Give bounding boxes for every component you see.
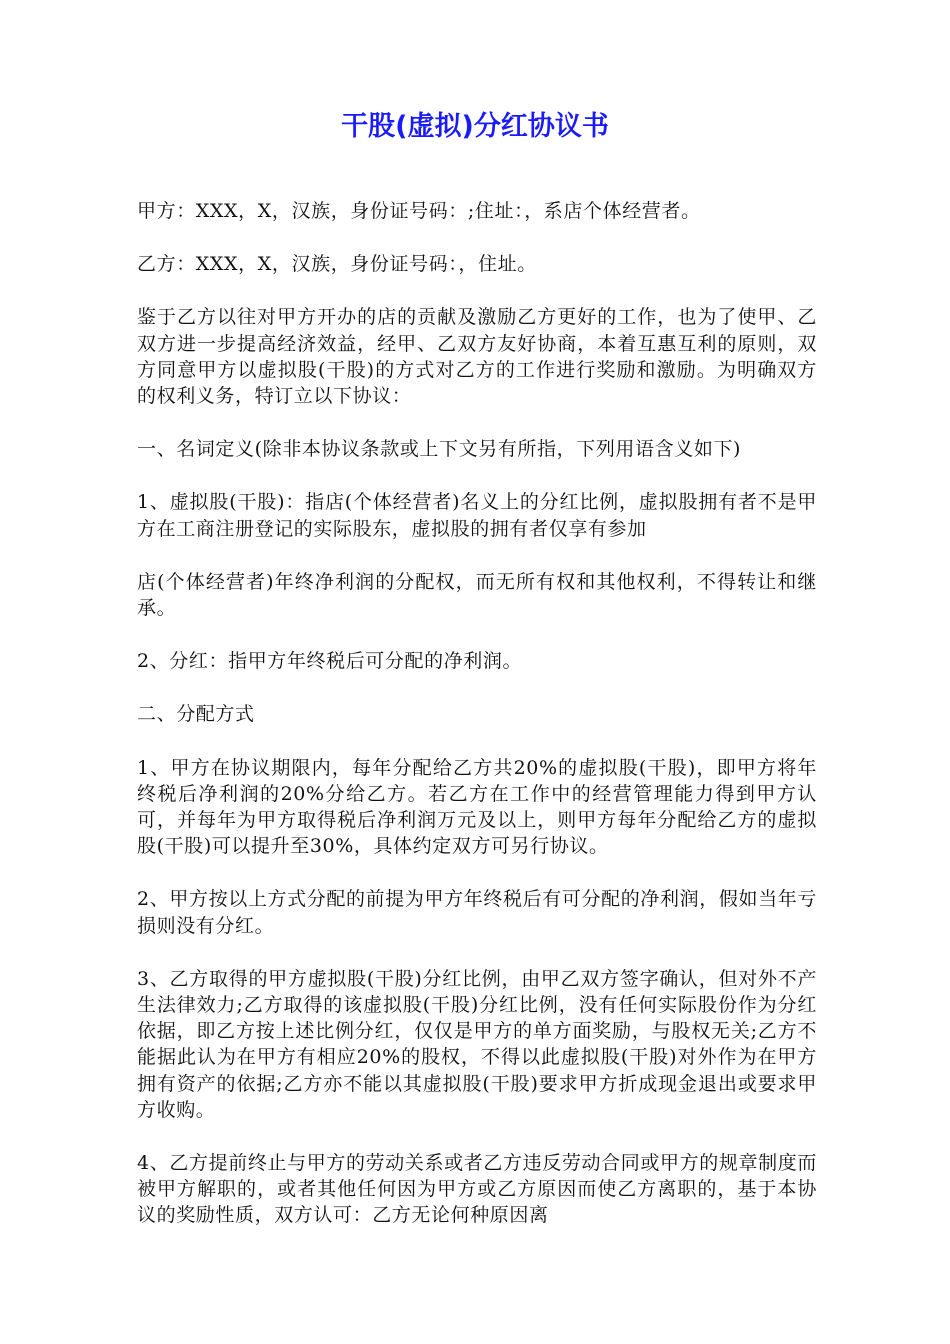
- distribution-clause-2: 2、甲方按以上方式分配的前提为甲方年终税后有可分配的净利润，假如当年亏损则没有分红。: [137, 888, 817, 937]
- document-title: 干股(虚拟)分红协议书: [341, 111, 609, 142]
- definition-virtual-share-continued: 店(个体经营者)年终净利润的分配权，而无所有权和其他权利，不得转让和继承。: [137, 570, 817, 620]
- definition-dividend: 2、分红：指甲方年终税后可分配的净利润。: [137, 650, 523, 673]
- document-body: [137, 198, 817, 1256]
- definition-virtual-share: 1、虚拟股(干股)：指店(个体经营者)名义上的分红比例，虚拟股拥有者不是甲方在工商注册登记的实际股东，虚拟股的拥有者仅享有参加: [137, 491, 817, 540]
- party-b-paragraph: 乙方：XXX，X，汉族，身份证号码：，住址。: [137, 253, 537, 276]
- distribution-clause-3: 3、乙方取得的甲方虚拟股(干股)分红比例，由甲乙双方签字确认，但对外不产生法律效力;乙方取得的该虚拟股(干股)分红比例，没有任何实际股份作为分红依据，即乙方按上述比例分红，仅仅是甲方的单方面奖励，与股权无关;乙方不能据此认为在甲方有相应20%的股权，不得以此虚拟股(干股)对外作为在甲方拥有资产的依据;乙方亦不能以其虚拟股(干股)要求甲方折成现金退出或要求甲方收购。: [137, 967, 817, 1121]
- preamble-paragraph: 鉴于乙方以往对甲方开办的店的贡献及激励乙方更好的工作，也为了使甲、乙双方进一步提高经济效益，经甲、乙双方友好协商，本着互惠互利的原则，双方同意甲方以虚拟股(干股)的方式对乙方的工作进行奖励和激励。为明确双方的权利义务，特订立以下协议：: [137, 306, 817, 408]
- distribution-clause-4: 4、乙方提前终止与甲方的劳动关系或者乙方违反劳动合同或甲方的规章制度而被甲方解职的，或者其他任何因为甲方或乙方原因而使乙方离职的，基于本协议的奖励性质，双方认可：乙方无论何种原因离: [137, 1152, 817, 1227]
- party-a-paragraph: 甲方：XXX，X，汉族，身份证号码：;住址：，系店个体经营者。: [137, 200, 701, 222]
- section-heading-distribution: 二、分配方式: [137, 703, 255, 726]
- distribution-clause-1: 1、甲方在协议期限内，每年分配给乙方共20%的虚拟股(干股)，即甲方将年终税后净利润的20%分给乙方。若乙方在工作中的经营管理能力得到甲方认可，并每年为甲方取得税后净利润万元及以上，则甲方每年分配给乙方的虚拟股(干股)可以提升至30%，具体约定双方可另行协议。: [137, 756, 817, 858]
- section-heading-definitions: 一、名词定义(除非本协议条款或上下文另有所指，下列用语含义如下): [137, 438, 742, 461]
